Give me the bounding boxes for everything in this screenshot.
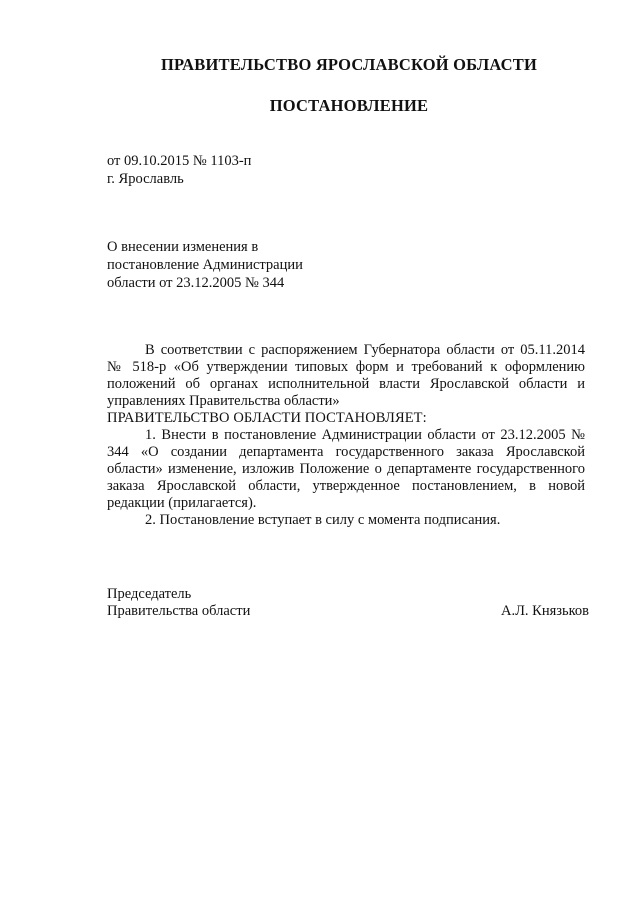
signature-row <box>107 603 589 620</box>
item-1-paragraph: 1. Внести в постановление Администрации области от 23.12.2005 № 344 «О создании департамента государственного заказа Ярославской области» изменение, изложив Положение о департаменте государственного заказа Ярославской области, утвержденное постановлением, в новой редакции (прилагается). <box>107 427 585 511</box>
decree-statement: ПРАВИТЕЛЬСТВО ОБЛАСТИ ПОСТАНОВЛЯЕТ: <box>107 410 427 426</box>
item-2-paragraph: 2. Постановление вступает в силу с момента подписания. <box>145 512 501 528</box>
preamble-paragraph: В соответствии с распоряжением Губернатора области от 05.11.2014 № 518-р «Об утверждении типовых форм и требований к оформлению положений об органах исполнительной власти Ярославской области и управлениях Правительства области» <box>107 342 585 409</box>
signatory-name: А.Л. Князьков <box>500 603 589 619</box>
signatory-position-line1: Председатель <box>107 586 192 602</box>
document-subject <box>107 238 367 292</box>
subject-line: области от 23.12.2005 № 344 <box>107 275 285 291</box>
document-body <box>107 342 585 529</box>
document-type-title: ПОСТАНОВЛЕНИЕ <box>269 96 429 115</box>
subject-line: О внесении изменения в <box>107 239 259 255</box>
subject-line: постановление Администрации <box>107 257 303 273</box>
signatory-position-line2: Правительства области <box>107 603 251 619</box>
signature-block <box>107 586 589 620</box>
government-title: ПРАВИТЕЛЬСТВО ЯРОСЛАВСКОЙ ОБЛАСТИ <box>160 55 538 74</box>
document-city: г. Ярославль <box>107 171 184 187</box>
document-date-number: от 09.10.2015 № 1103-п <box>107 153 252 169</box>
